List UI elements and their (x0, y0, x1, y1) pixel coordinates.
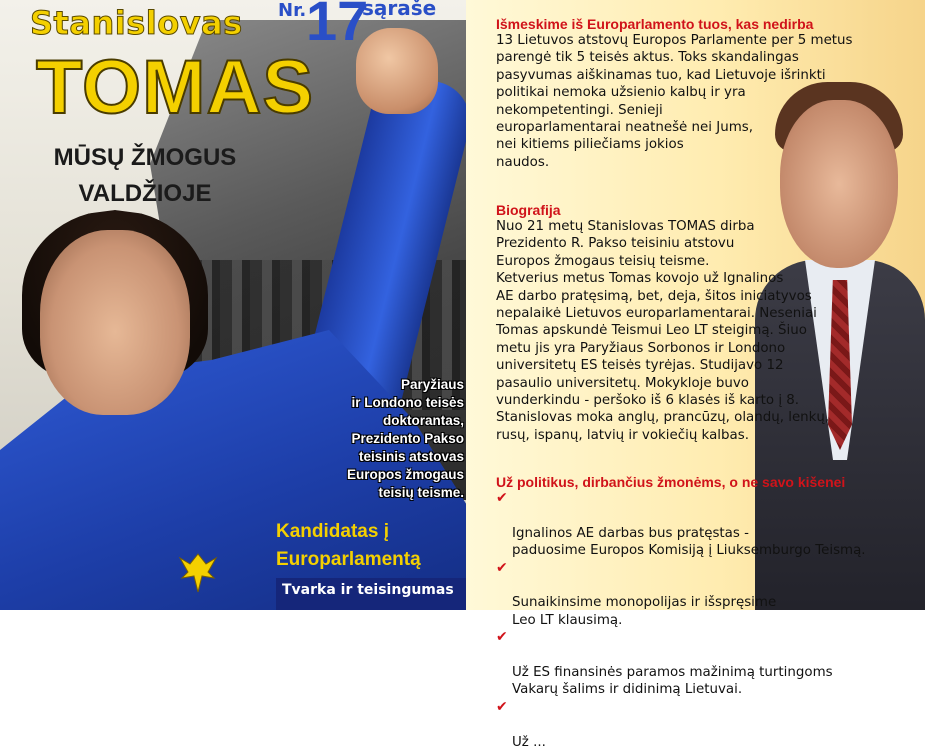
slogan-line: MŪSŲ ŽMOGUS (53, 144, 237, 171)
number-suffix: sąraše (362, 0, 437, 20)
eagle-icon (178, 548, 218, 598)
check-icon: ✔ (496, 490, 508, 506)
list-item (496, 490, 866, 560)
section-text: Nuo 21 metų Stanislovas TOMAS dirba Prezidento R. Pakso teisiniu atstovu Europos žmogaus teisių teisme. Ketverius metus Tomas kovojo už Ignalinos AE darbo pratęsimą, bet, deja, šitos iniciatyvos nepalaikė Lietuvos europarlamentarai. Neseniai Tomas apskundė Teismui Leo LT steigimą. Šiuo metu jis yra Paryžiaus Sorbonos ir Londono universitetų ES teisės tyrėjas. Studijavo 12 pasaulio universitetų. Mokykloje buvo vunderkindu - peršoko iš 6 klasės iš karto į 8. Stanislovas moka anglų, prancūzų, olandų, lenkų, rusų, ispanų, latvių ir vokiečių kalbas. (496, 219, 830, 443)
section-title: Biografija (496, 202, 561, 218)
list-item (496, 699, 866, 751)
candidate-line: Kandidatas į (276, 521, 389, 542)
photo-caption (300, 376, 464, 502)
list-number: 17 (306, 0, 369, 52)
candidate-surname: TOMAS (36, 45, 315, 130)
check-icon: ✔ (496, 629, 508, 646)
caption-line: teisinis atstovas (358, 449, 464, 464)
list-item-text: Už ES finansinės paramos mažinimą turtingoms Vakarų šalims ir didinimą Lietuvai. (512, 665, 833, 698)
candidate-first-name: Stanislovas (30, 4, 243, 42)
raised-fist (356, 28, 438, 114)
section-politicians (496, 474, 866, 751)
caption-line: doktorantas, (382, 413, 464, 428)
section-text: 13 Lietuvos atstovų Europos Parlamente per 5 metus parengė tik 5 teisės aktus. Toks skandalingas pasyvumas aiškinamas tuo, kad Lietuvoje išrinkti politikai nemoka užsienio kalbų ir yra nekompetentingi. Senieji europarlamentarai neatnešė nei Jums, nei kitiems piliečiams jokios naudos. (496, 33, 853, 170)
check-icon: ✔ (496, 698, 508, 715)
caption-line: teisių teisme. (378, 485, 464, 500)
section-title: Išmeskime iš Europarlamento tuos, kas nedirba (496, 16, 814, 32)
section-title: Už politikus, dirbančius žmonėms, o ne savo kišenei (496, 474, 846, 490)
section-nonworkers (496, 16, 853, 171)
list-item-text: Už ... (512, 734, 546, 750)
party-motto: Tvarka ir teisingumas (276, 578, 466, 610)
caption-line: ir Londono teisės (351, 395, 464, 410)
section-biography (496, 202, 829, 444)
list-item (496, 560, 866, 630)
list-item-text: Ignalinos AE darbas bus pratęstas - paduosime Europos Komisiją į Liuksemburgo Teismą. (512, 525, 866, 559)
check-icon: ✔ (496, 559, 508, 576)
number-prefix: Nr. (278, 0, 307, 21)
slogan (40, 140, 250, 212)
candidate-face (40, 230, 190, 415)
caption-line: Prezidento Pakso (351, 431, 464, 446)
caption-line: Paryžiaus (400, 377, 464, 392)
candidate-label (276, 518, 464, 574)
list-item (496, 629, 866, 699)
caption-line: Europos žmogaus (346, 467, 464, 482)
slogan-line: VALDŽIOJE (78, 180, 212, 207)
candidate-line: Europarlamentą (276, 549, 421, 570)
list-item-text: Sunaikinsime monopolijas ir išspręsime Leo LT klausimą. (512, 595, 777, 628)
